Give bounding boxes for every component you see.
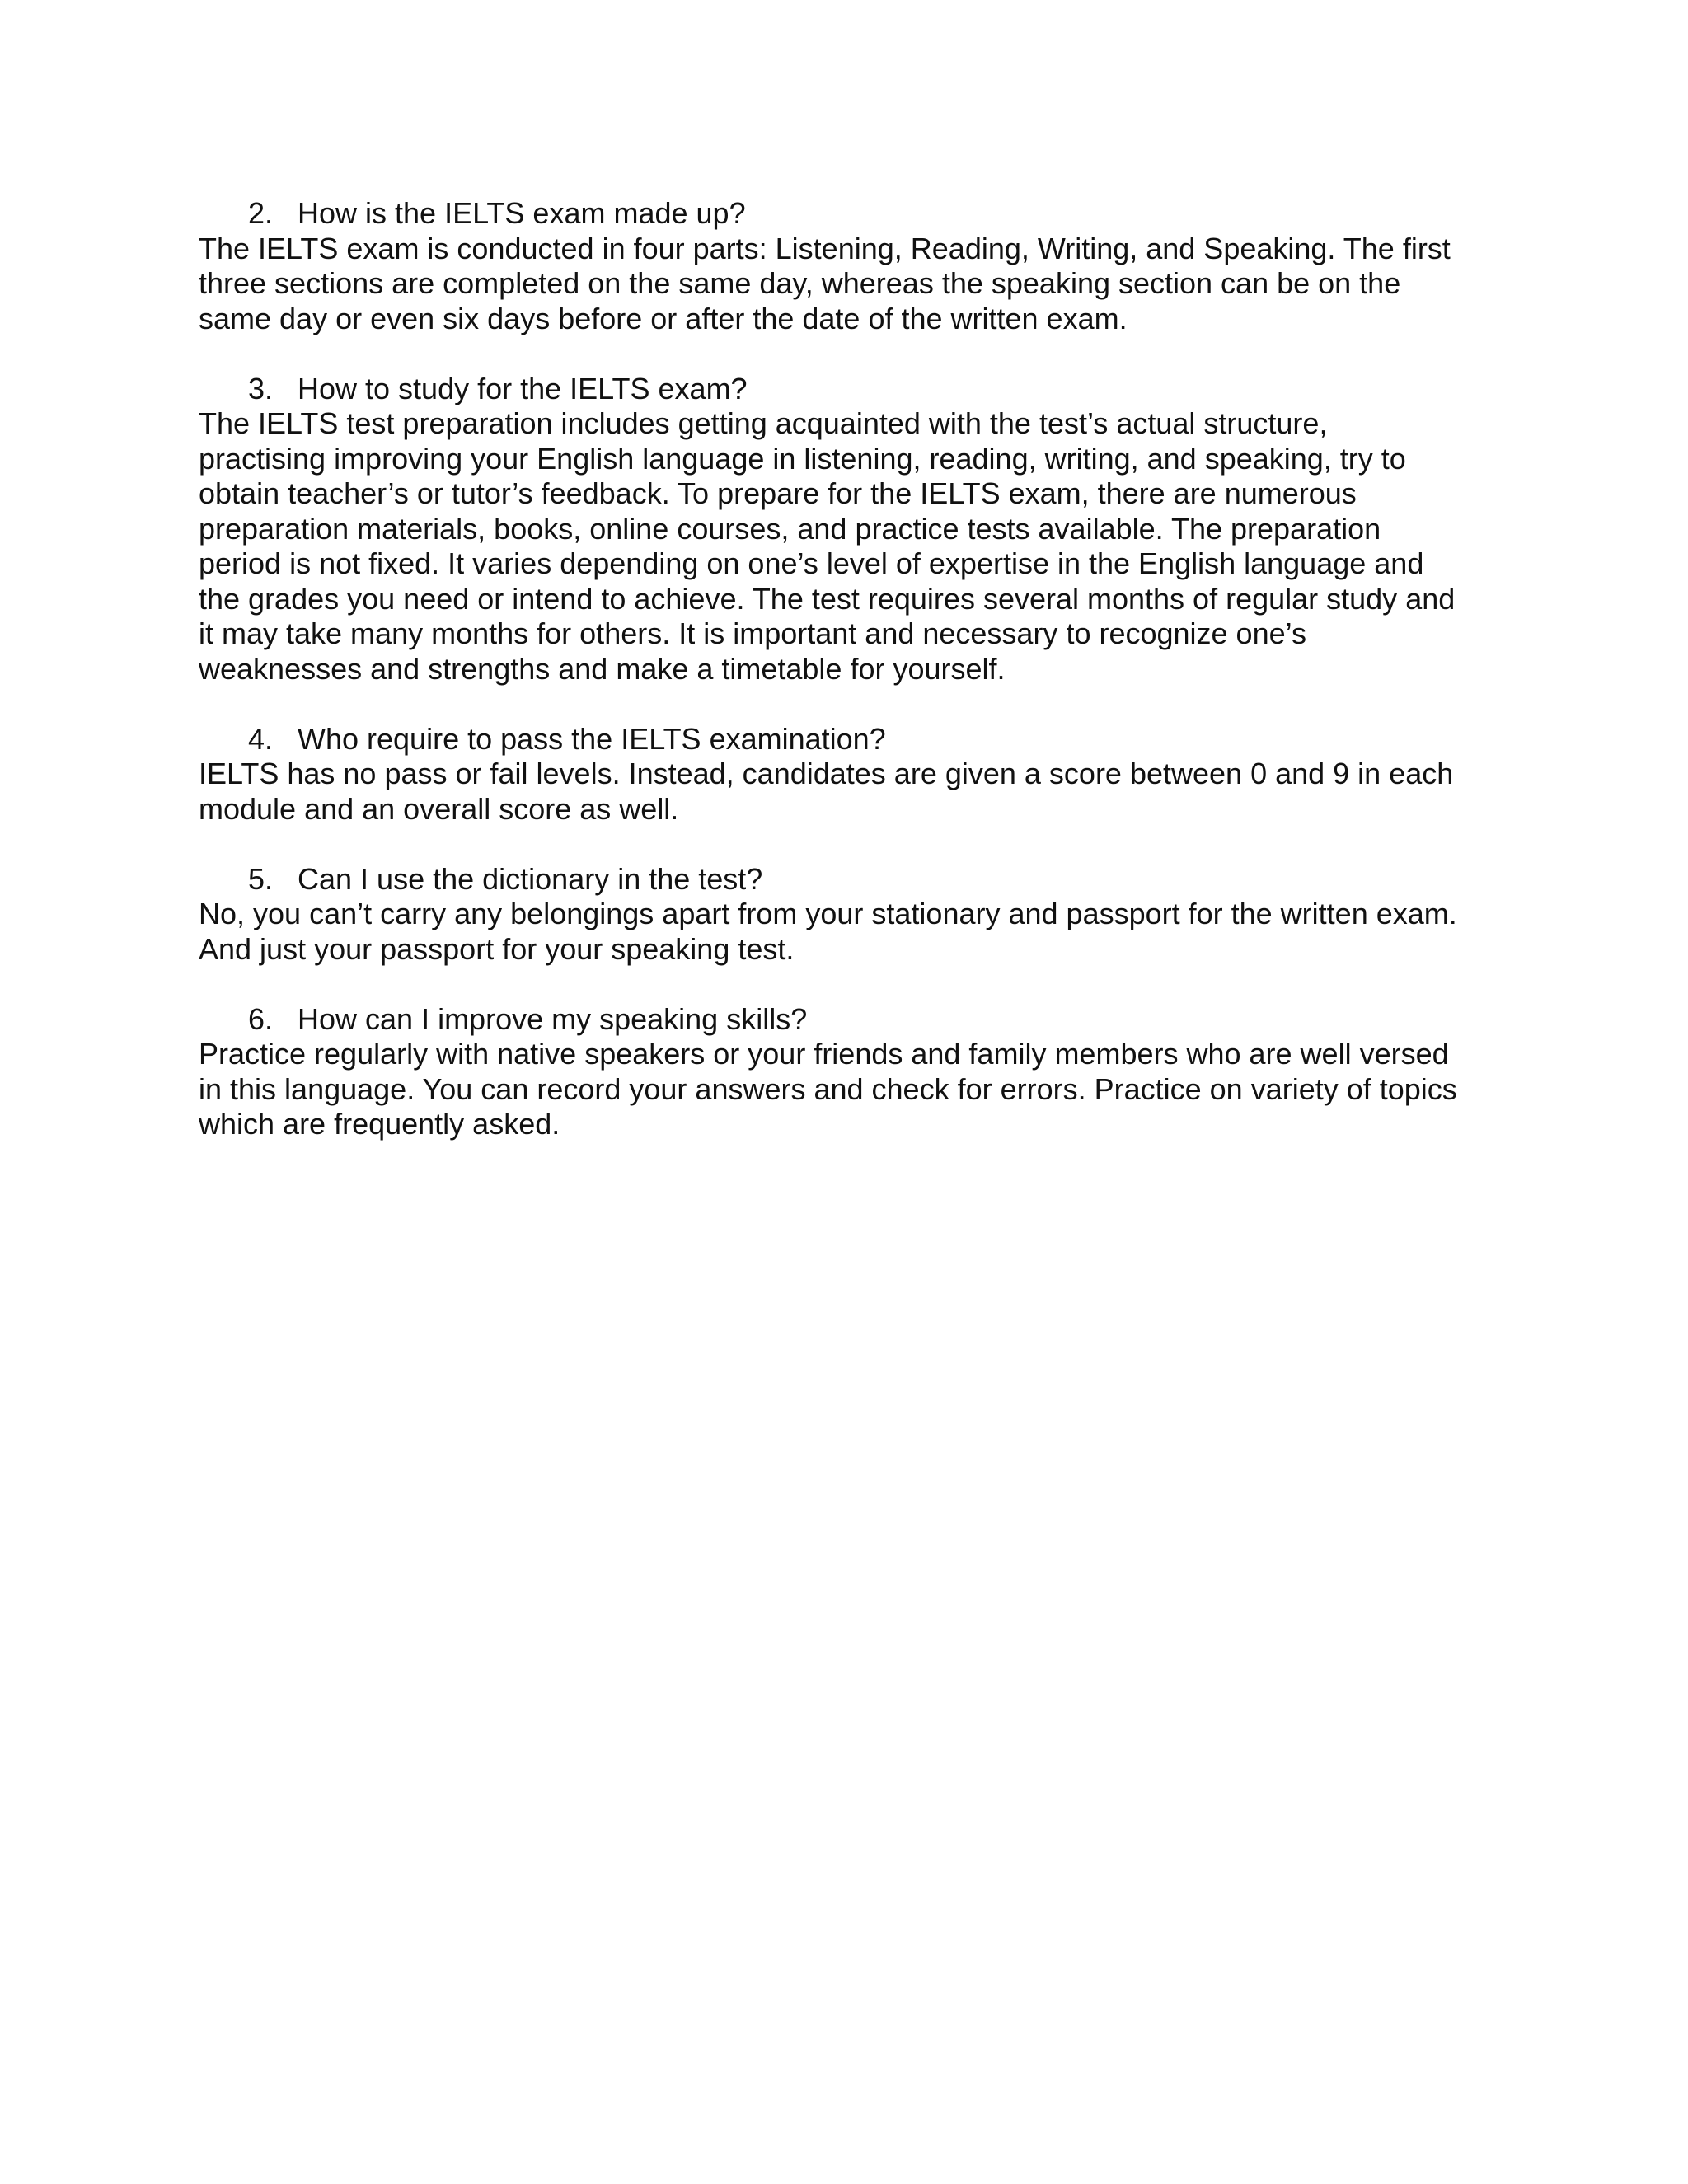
question-number: 2.: [248, 196, 274, 230]
faq-item-2: [199, 196, 1509, 336]
faq-question: [199, 862, 1509, 898]
answer-text: The IELTS test preparation includes getting acquainted with the test’s actual structure, practising improving your English language in listening, reading, writing, and speaking, try to obtain teacher’s or tutor’s feedback. To prepare for the IELTS exam, there are numerous preparation materials, books, online courses, and practice tests available. The preparation period is not fixed. It varies depending on one’s level of expertise in the English language and the grades you need or intend to achieve. The test requires several months of regular study and it may take many months for others. It is important and necessary to recognize one’s weaknesses and strengths and make a timetable for yourself.: [199, 406, 1456, 686]
question-number: 6.: [248, 1001, 274, 1036]
faq-question: [199, 372, 1509, 407]
answer-text: The IELTS exam is conducted in four parts: Listening, Reading, Writing, and Speaking. The first three sections are completed on the same day, whereas the speaking section can be on the same day or even six days before or after the date of the written exam.: [199, 231, 1451, 335]
question-text: How is the IELTS exam made up?: [298, 196, 746, 230]
faq-question: [199, 196, 1509, 232]
document-body: [199, 196, 1509, 1177]
question-text: How can I improve my speaking skills?: [298, 1001, 808, 1036]
faq-item-3: [199, 372, 1509, 687]
faq-question: [199, 1002, 1509, 1038]
answer-text: IELTS has no pass or fail levels. Instead, candidates are given a score between 0 and 9 in each module and an overall score as well.: [199, 757, 1454, 826]
answer-text: No, you can’t carry any belongings apart from your stationary and passport for the written exam. And just your passport for your speaking test.: [199, 897, 1457, 966]
question-number: 5.: [248, 861, 274, 896]
question-number: 4.: [248, 721, 274, 756]
question-number: 3.: [248, 371, 274, 405]
faq-item-5: [199, 862, 1509, 968]
faq-item-6: [199, 1002, 1509, 1142]
question-text: Who require to pass the IELTS examination?: [298, 721, 886, 756]
question-text: How to study for the IELTS exam?: [298, 371, 748, 405]
answer-text: Practice regularly with native speakers or your friends and family members who are well versed in this language. You can record your answers and check for errors. Practice on variety of topics which are frequently asked.: [199, 1037, 1457, 1141]
faq-question: [199, 722, 1509, 757]
faq-item-4: [199, 722, 1509, 827]
question-text: Can I use the dictionary in the test?: [298, 861, 763, 896]
